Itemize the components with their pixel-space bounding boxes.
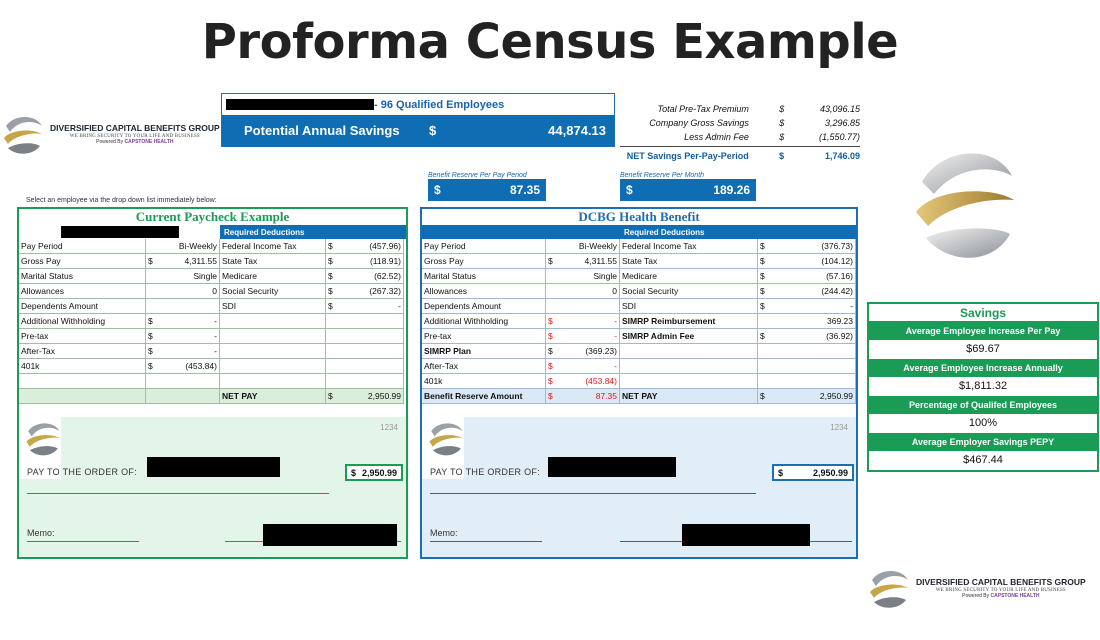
deduction-value [758, 254, 856, 269]
row-number: (369.23) [585, 346, 617, 356]
row-currency: $ [148, 316, 153, 326]
row-label: Pay Period [19, 239, 146, 254]
benefit-reserve-per-pay-currency: $ [434, 183, 441, 197]
row-label: Allowances [422, 284, 546, 299]
savings-item-label: Average Employee Increase Per Pay [869, 322, 1097, 340]
deduction-currency: $ [760, 391, 765, 401]
pay-to-order-label: PAY TO THE ORDER OF: [27, 467, 138, 477]
row-number: Single [193, 271, 217, 281]
row-number: - [614, 331, 617, 341]
row-label: Dependents Amount [19, 299, 146, 314]
deduction-currency: $ [760, 331, 765, 341]
deduction-currency: $ [328, 256, 333, 266]
savings-item-label: Average Employee Increase Annually [869, 359, 1097, 377]
deduction-label: Federal Income Tax [620, 239, 758, 254]
row-number: (453.84) [185, 361, 217, 371]
deduction-value [326, 254, 404, 269]
row-number: (453.84) [585, 376, 617, 386]
summary-value: (1,550.77) [818, 132, 860, 142]
deduction-value [758, 374, 856, 389]
deduction-label [620, 344, 758, 359]
qualified-employees-label: - 96 Qualified Employees [374, 98, 505, 111]
deduction-value [758, 359, 856, 374]
row-value [546, 344, 620, 359]
row-number: Bi-Weekly [578, 241, 617, 251]
summary-row [620, 130, 860, 144]
deduction-number: 369.23 [827, 316, 853, 326]
current-check [19, 417, 406, 557]
row-currency: $ [148, 346, 153, 356]
savings-label: Potential Annual Savings [244, 123, 400, 138]
dcbg-benefit-panel [420, 207, 858, 559]
summary-currency: $ [779, 104, 785, 114]
benefit-reserve-per-pay [428, 172, 546, 201]
check-amount-box [345, 464, 403, 481]
row-currency: $ [548, 376, 553, 386]
deduction-currency: $ [328, 391, 333, 401]
savings-value: 44,874.13 [548, 123, 606, 138]
deduction-label: Social Security [620, 284, 758, 299]
instruction-text: Select an employee via the drop down list immediately below: [26, 197, 217, 204]
row-value [146, 254, 220, 269]
deduction-label: State Tax [620, 254, 758, 269]
summary-row [620, 116, 860, 130]
row-currency: $ [548, 361, 553, 371]
savings-item-label: Percentage of Qualifed Employees [869, 396, 1097, 414]
dcbg-required-deductions-header: Required Deductions [620, 225, 856, 239]
deduction-currency: $ [760, 286, 765, 296]
deduction-number: (62.52) [374, 271, 401, 281]
deduction-number: (267.32) [369, 286, 401, 296]
summary-currency: $ [779, 118, 785, 128]
row-value[interactable] [146, 269, 220, 284]
row-value [146, 314, 220, 329]
row-label: Marital Status [422, 269, 546, 284]
powered-by-label: Powered By [962, 592, 990, 599]
deduction-value [326, 284, 404, 299]
deduction-label: Medicare [620, 269, 758, 284]
row-number: Single [593, 271, 617, 281]
deduction-currency: $ [760, 271, 765, 281]
row-currency: $ [148, 361, 153, 371]
summary-currency: $ [779, 132, 785, 142]
deduction-label [220, 374, 326, 389]
deduction-number: 2,950.99 [367, 391, 401, 401]
deduction-currency: $ [328, 301, 333, 311]
row-number: 0 [212, 286, 217, 296]
row-currency: $ [548, 346, 553, 356]
savings-title: Savings [869, 304, 1097, 322]
powered-brand: CAPSTONE HEALTH [124, 138, 174, 145]
summary-label: Less Admin Fee [684, 132, 749, 142]
logo-name: DIVERSIFIED CAPITAL BENEFITS GROUP [50, 123, 220, 134]
redacted-signature [682, 524, 810, 546]
benefit-reserve-per-month-value: 189.26 [713, 183, 750, 197]
check-amount-currency: $ [778, 467, 784, 478]
deduction-label: Social Security [220, 284, 326, 299]
row-value[interactable] [546, 284, 620, 299]
dcbg-check [422, 417, 856, 557]
required-deductions-header: Required Deductions [220, 225, 406, 239]
deduction-currency: $ [760, 301, 765, 311]
deduction-label [220, 329, 326, 344]
summary-label: Company Gross Savings [649, 118, 749, 128]
benefit-reserve-per-pay-value: 87.35 [509, 183, 540, 197]
deduction-label: NET PAY [220, 389, 326, 404]
deduction-label: Federal Income Tax [220, 239, 326, 254]
deduction-value [326, 239, 404, 254]
row-number: Bi-Weekly [178, 241, 217, 251]
net-savings-currency: $ [779, 150, 785, 161]
deduction-value [758, 389, 856, 404]
savings-item-label: Average Employer Savings PEPY [869, 433, 1097, 451]
row-value[interactable] [546, 269, 620, 284]
deduction-value [326, 359, 404, 374]
deduction-label [620, 359, 758, 374]
memo-label: Memo: [27, 528, 55, 538]
deduction-number: (244.42) [821, 286, 853, 296]
deduction-number: (36.92) [826, 331, 853, 341]
summary-value: 3,296.85 [824, 118, 860, 128]
row-value [146, 299, 220, 314]
deduction-value [326, 344, 404, 359]
redacted-company-name [226, 99, 374, 110]
logo-powered-by [50, 140, 220, 146]
deduction-value [758, 344, 856, 359]
company-logo-bottom [866, 566, 1086, 612]
net-savings-label: NET Savings Per-Pay-Period [626, 150, 749, 161]
summary-label: Total Pre-Tax Premium [657, 104, 749, 114]
savings-item-value: $1,811.32 [958, 380, 1008, 392]
deduction-number: - [398, 301, 401, 311]
current-paycheck-table [19, 239, 406, 404]
benefit-reserve-per-pay-label: Benefit Reserve Per Pay Period [428, 172, 527, 179]
logo-powered-by [916, 594, 1086, 600]
row-number: 0 [612, 286, 617, 296]
row-number: - [214, 346, 217, 356]
deduction-label: State Tax [220, 254, 326, 269]
large-swirl-logo-icon [912, 142, 1016, 268]
row-value [146, 374, 220, 389]
row-label: Gross Pay [422, 254, 546, 269]
deduction-value [758, 239, 856, 254]
row-number: - [614, 316, 617, 326]
row-label: Pay Period [422, 239, 546, 254]
redacted-employee-select[interactable] [61, 226, 179, 238]
deduction-number: - [850, 301, 853, 311]
row-label: 401k [422, 374, 546, 389]
row-value [546, 329, 620, 344]
logo-tagline: WE BRING SECURITY TO YOUR LIFE AND BUSINESS [935, 588, 1066, 594]
annual-savings-box [221, 93, 615, 147]
row-value[interactable] [146, 239, 220, 254]
redacted-signature [263, 524, 397, 546]
row-value [546, 314, 620, 329]
row-value [546, 374, 620, 389]
savings-item-value: $467.44 [963, 454, 1003, 466]
deduction-value [758, 299, 856, 314]
savings-item-value: $69.67 [966, 343, 1000, 355]
row-currency: $ [548, 316, 553, 326]
check-amount-box [772, 464, 854, 481]
pay-to-order-label: PAY TO THE ORDER OF: [430, 467, 541, 477]
row-label: 401k [19, 359, 146, 374]
row-number: - [214, 316, 217, 326]
check-number: 1234 [380, 423, 398, 432]
row-label: Additional Withholding [422, 314, 546, 329]
row-label: Benefit Reserve Amount [422, 389, 546, 404]
row-number: 4,311.55 [584, 256, 617, 266]
deduction-label [220, 344, 326, 359]
deduction-value [326, 374, 404, 389]
row-value [146, 389, 220, 404]
row-value [546, 254, 620, 269]
check-logo-icon [426, 419, 466, 459]
row-value[interactable] [146, 284, 220, 299]
savings-currency: $ [429, 123, 437, 138]
deduction-currency: $ [328, 271, 333, 281]
deduction-currency: $ [328, 241, 333, 251]
deduction-value [326, 314, 404, 329]
redacted-payee [548, 457, 676, 477]
row-currency: $ [148, 256, 153, 266]
deduction-label [220, 359, 326, 374]
deduction-label [620, 374, 758, 389]
row-number: 87.35 [595, 391, 617, 401]
row-value [146, 359, 220, 374]
dcbg-swirl-logo-icon [0, 112, 46, 158]
row-currency: $ [548, 391, 553, 401]
row-currency: $ [148, 331, 153, 341]
row-currency: $ [548, 331, 553, 341]
deduction-label: SIMRP Admin Fee [620, 329, 758, 344]
deduction-value [326, 389, 404, 404]
deduction-currency: $ [760, 241, 765, 251]
savings-panel [867, 302, 1099, 472]
deduction-label: SDI [620, 299, 758, 314]
deduction-value [758, 269, 856, 284]
row-value [546, 299, 620, 314]
summary-stats [620, 102, 860, 162]
row-currency: $ [548, 256, 553, 266]
row-label: Gross Pay [19, 254, 146, 269]
row-value [546, 389, 620, 404]
savings-item-value: 100% [968, 417, 998, 429]
benefit-reserve-per-month-label: Benefit Reserve Per Month [620, 172, 705, 179]
dcbg-benefit-table [422, 239, 856, 404]
deduction-label: SDI [220, 299, 326, 314]
row-label: Dependents Amount [422, 299, 546, 314]
row-number: 4,311.55 [184, 256, 217, 266]
deduction-label: NET PAY [620, 389, 758, 404]
row-value[interactable] [546, 239, 620, 254]
redacted-payee [147, 457, 280, 477]
deduction-value [758, 284, 856, 299]
logo-name: DIVERSIFIED CAPITAL BENEFITS GROUP [916, 577, 1086, 588]
deduction-value [326, 269, 404, 284]
deduction-number: (376.73) [821, 241, 853, 251]
deduction-currency: $ [760, 256, 765, 266]
row-number: - [214, 331, 217, 341]
deduction-value [326, 299, 404, 314]
net-savings-row [620, 146, 860, 162]
check-amount-currency: $ [351, 467, 357, 478]
deduction-value [758, 314, 856, 329]
check-amount: 2,950.99 [812, 467, 848, 478]
summary-row [620, 102, 860, 116]
row-label: Pre-tax [19, 329, 146, 344]
check-amount: 2,950.99 [361, 467, 397, 478]
page-title: Proforma Census Example [201, 14, 899, 70]
logo-tagline: WE BRING SECURITY TO YOUR LIFE AND BUSINESS [69, 134, 200, 140]
deduction-number: (104.12) [821, 256, 853, 266]
dcbg-benefit-title: DCBG Health Benefit [578, 209, 700, 224]
row-label: Additional Withholding [19, 314, 146, 329]
row-value [146, 329, 220, 344]
row-label: Marital Status [19, 269, 146, 284]
current-paycheck-panel [17, 207, 408, 559]
deduction-number: (57.16) [826, 271, 853, 281]
deduction-label: SIMRP Reimbursement [620, 314, 758, 329]
check-logo-icon [23, 419, 63, 459]
row-value [146, 344, 220, 359]
deduction-currency: $ [328, 286, 333, 296]
row-label: Pre-tax [422, 329, 546, 344]
powered-brand: CAPSTONE HEALTH [990, 592, 1040, 599]
row-label: Allowances [19, 284, 146, 299]
deduction-number: (457.96) [369, 241, 401, 251]
deduction-number: 2,950.99 [819, 391, 853, 401]
current-paycheck-title: Current Paycheck Example [135, 209, 290, 224]
row-label [19, 374, 146, 389]
row-label: After-Tax [422, 359, 546, 374]
company-logo [0, 112, 220, 158]
row-label: SIMRP Plan [422, 344, 546, 359]
deduction-value [758, 329, 856, 344]
dcbg-swirl-logo-icon [866, 566, 912, 612]
deduction-value [326, 329, 404, 344]
row-number: - [614, 361, 617, 371]
net-savings-value: 1,746.09 [824, 150, 860, 161]
row-label [19, 389, 146, 404]
row-value [546, 359, 620, 374]
summary-value: 43,096.15 [819, 104, 860, 114]
benefit-reserve-per-month [620, 172, 756, 201]
memo-label: Memo: [430, 528, 458, 538]
deduction-label: Medicare [220, 269, 326, 284]
check-number: 1234 [830, 423, 848, 432]
benefit-reserve-per-month-currency: $ [626, 183, 633, 197]
row-label: After-Tax [19, 344, 146, 359]
powered-by-label: Powered By [96, 138, 124, 145]
deduction-label [220, 314, 326, 329]
deduction-number: (118.91) [369, 256, 401, 266]
